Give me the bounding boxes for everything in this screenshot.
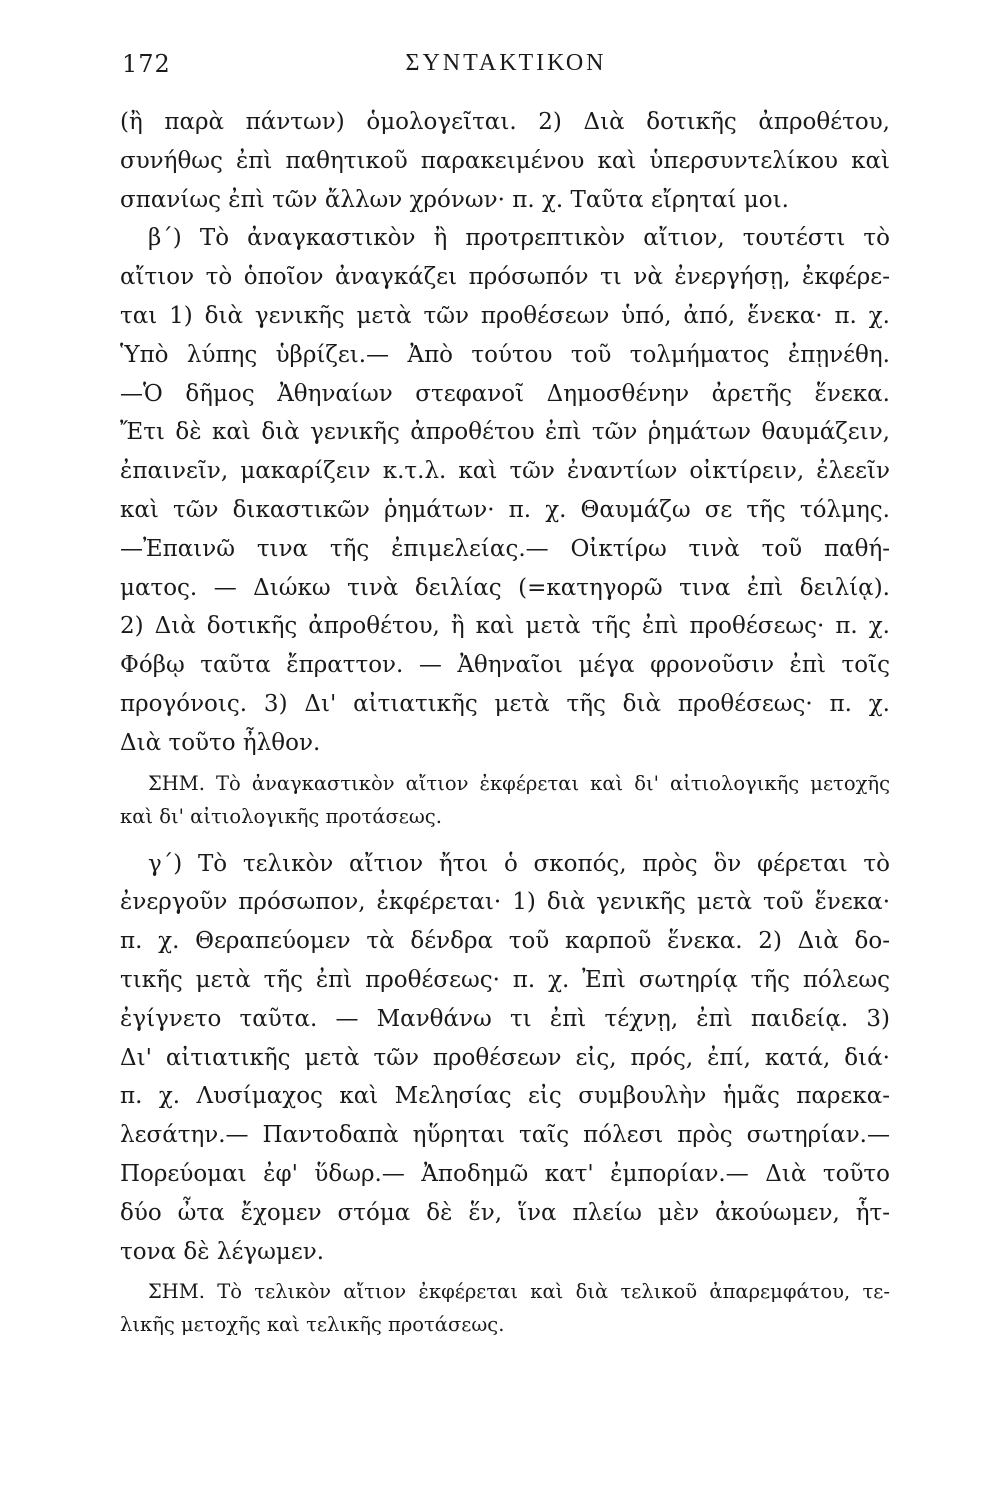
text-line: Διὰ τοῦτο ἦλθον. — [120, 729, 321, 756]
text-line: τονα δὲ λέγωμεν. — [120, 1238, 325, 1265]
text-line: ἐγίγνετο ταῦτα. — Μανθάνω τι ἐπὶ τέχνῃ, ἐπὶ παιδείᾳ. 3) — [120, 1005, 890, 1032]
text-line: Δι' αἰτιατικῆς μετὰ τῶν προθέσεων εἰς, πρός, ἐπί, κατά, διά· — [120, 1044, 890, 1071]
text-line: τικῆς μετὰ τῆς ἐπὶ προθέσεως· π. χ. Ἐπὶ σωτηρίᾳ τῆς πόλεως — [120, 966, 890, 993]
text-line: ἐνεργοῦν πρόσωπον, ἐκφέρεται· 1) διὰ γενικῆς μετὰ τοῦ ἕνεκα· — [120, 889, 890, 916]
page-number: 172 — [122, 50, 171, 78]
text-line: σπανίως ἐπὶ τῶν ἄλλων χρόνων· π. χ. Ταῦτα εἴρηταί μοι. — [120, 186, 789, 213]
text-line: Πορεύομαι ἐφ' ὕδωρ.— Ἀποδημῶ κατ' ἐμπορίαν.— Διὰ τοῦτο — [120, 1160, 890, 1187]
body-text — [120, 103, 890, 1341]
text-line: —Ὁ δῆμος Ἀθηναίων στεφανοῖ Δημοσθένην ἀρετῆς ἕνεκα. — [120, 380, 890, 407]
note-line: ΣΗΜ. Τὸ τελικὸν αἴτιον ἐκφέρεται καὶ διὰ τελικοῦ ἀπαρεμφάτου, τε- — [148, 1280, 890, 1304]
text-line: ματος. — Διώκω τινὰ δειλίας (=κατηγορῶ τινα ἐπὶ δειλίᾳ). — [120, 574, 890, 601]
text-line: αἴτιον τὸ ὁποῖον ἀναγκάζει πρόσωπόν τι νὰ ἐνεργήσῃ, ἐκφέρε- — [120, 264, 890, 291]
text-line: (ἢ παρὰ πάντων) ὁμολογεῖται. 2) Διὰ δοτικῆς ἀπροθέτου, — [120, 109, 890, 135]
text-line: γ΄) Τὸ τελικὸν αἴτιον ἤτοι ὁ σκοπός, πρὸς ὃν φέρεται τὸ — [148, 850, 890, 877]
note-line: ΣΗΜ. Τὸ ἀναγκαστικὸν αἴτιον ἐκφέρεται καὶ δι' αἰτιολογικῆς μετοχῆς — [148, 771, 890, 795]
paragraph — [120, 845, 890, 1272]
text-line: λεσάτην.— Παντοδαπὰ ηὕρηται ταῖς πόλεσι πρὸς σωτηρίαν.— — [120, 1122, 890, 1149]
text-line: δύο ὦτα ἔχομεν στόμα δὲ ἕν, ἵνα πλείω μὲν ἀκούωμεν, ἧτ- — [120, 1199, 890, 1226]
text-line: Ἔτι δὲ καὶ διὰ γενικῆς ἀπροθέτου ἐπὶ τῶν ῥημάτων θαυμάζειν, — [120, 419, 890, 446]
text-line: ἐπαινεῖν, μακαρίζειν κ.τ.λ. καὶ τῶν ἐναντίων οἰκτίρειν, ἐλεεῖν — [120, 458, 890, 485]
text-line: προγόνοις. 3) Δι' αἰτιατικῆς μετὰ τῆς διὰ προθέσεως· π. χ. — [120, 690, 890, 717]
note-line: λικῆς μετοχῆς καὶ τελικῆς προτάσεως. — [120, 1313, 505, 1337]
text-line: ται 1) διὰ γενικῆς μετὰ τῶν προθέσεων ὑπό, ἀπό, ἕνεκα· π. χ. — [120, 302, 890, 329]
text-line: Φόβῳ ταῦτα ἔπραττον. — Ἀθηναῖοι μέγα φρονοῦσιν ἐπὶ τοῖς — [120, 652, 890, 679]
note-line: καὶ δι' αἰτιολογικῆς προτάσεως. — [120, 804, 442, 828]
text-line: καὶ τῶν δικαστικῶν ῥημάτων· π. χ. Θαυμάζω σε τῆς τόλμης. — [120, 496, 890, 523]
text-line: Ὑπὸ λύπης ὑβρίζει.— Ἀπὸ τούτου τοῦ τολμήματος ἐπῃνέθη. — [120, 341, 890, 368]
text-line: —Ἐπαινῶ τινα τῆς ἐπιμελείας.— Οἰκτίρω τινὰ τοῦ παθή- — [120, 535, 890, 562]
text-line: 2) Διὰ δοτικῆς ἀπροθέτου, ἢ καὶ μετὰ τῆς ἐπὶ προθέσεως· π. χ. — [120, 613, 890, 640]
text-line: β΄) Τὸ ἀναγκαστικὸν ἢ προτρεπτικὸν αἴτιον, τουτέστι τὸ — [148, 225, 890, 252]
page-header — [122, 44, 890, 84]
note-paragraph — [120, 1275, 890, 1341]
paragraph — [120, 219, 890, 762]
text-line: συνήθως ἐπὶ παθητικοῦ παρακειμένου καὶ ὑπερσυντελίκου καὶ — [120, 147, 890, 174]
text-line: π. χ. Λυσίμαχος καὶ Μελησίας εἰς συμβουλὴν ἡμᾶς παρεκα- — [120, 1083, 890, 1110]
note-paragraph — [120, 767, 890, 833]
text-line: π. χ. Θεραπεύομεν τὰ δένδρα τοῦ καρποῦ ἕνεκα. 2) Διὰ δο- — [120, 928, 890, 955]
paragraph — [120, 103, 890, 219]
running-title: ΣΥΝΤΑΚΤΙΚΟΝ — [405, 50, 607, 76]
